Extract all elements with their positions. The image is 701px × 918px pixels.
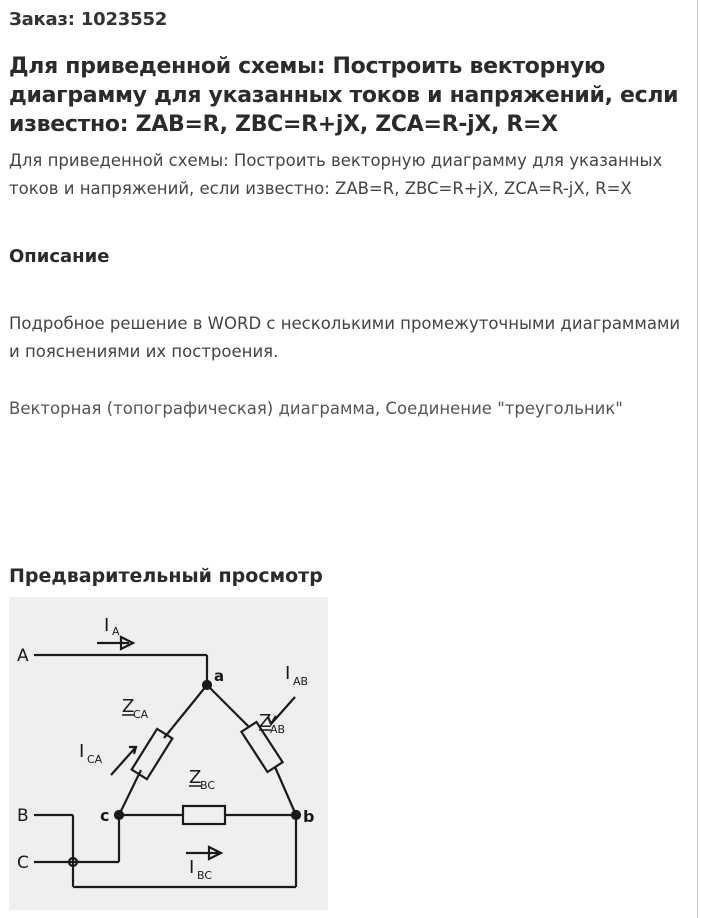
label-ica: I xyxy=(79,741,85,762)
label-node-b: b xyxy=(303,807,315,826)
label-zca-sub: CA xyxy=(133,708,149,721)
label-ibc: I xyxy=(189,857,195,878)
label-zbc-sub: BC xyxy=(200,779,216,792)
label-ia: I xyxy=(104,615,110,636)
label-iab-sub: AB xyxy=(293,675,309,688)
label-C: C xyxy=(17,853,29,873)
preview-heading: Предварительный просмотр xyxy=(9,565,323,587)
delta-circuit-diagram xyxy=(9,597,328,910)
description-heading: Описание xyxy=(9,246,110,267)
label-node-c: c xyxy=(100,806,110,825)
preview-image xyxy=(9,597,328,910)
label-ia-sub: A xyxy=(112,625,120,638)
page-title: Для приведенной схемы: Построить векторную диаграмму для указанных токов и напряжений, если известно: ZAB=R, ZBC=R+jX, ZCA=R-jX, R=X xyxy=(9,54,679,137)
wire-ca-top xyxy=(164,685,207,738)
description-paragraph-1: Подробное решение в WORD с несколькими промежуточными диаграммами и пояснениями их построения. xyxy=(9,314,681,361)
resistor-zbc xyxy=(183,806,225,824)
label-node-a: a xyxy=(214,667,225,685)
arrow-ia xyxy=(97,637,133,649)
page-right-border xyxy=(697,0,698,918)
label-zab-sub: AB xyxy=(270,723,286,736)
label-ica-sub: CA xyxy=(87,753,103,766)
label-ibc-sub: BC xyxy=(197,869,213,882)
order-number: Заказ: 1023552 xyxy=(9,9,168,30)
description-paragraph-2: Векторная (топографическая) диаграмма, Соединение "треугольник" xyxy=(9,399,623,418)
label-A: A xyxy=(17,646,29,666)
wire-ab-bottom xyxy=(275,767,296,815)
task-statement: Для приведенной схемы: Построить векторную диаграмму для указанных токов и напряжений, если известно: ZAB=R, ZBC=R+jX, ZCA=R-jX, R=X xyxy=(9,151,663,198)
label-zca: Z xyxy=(122,696,135,717)
wire-ab-top xyxy=(207,685,249,727)
wire-ca-bottom xyxy=(119,770,141,815)
label-B: B xyxy=(17,806,29,826)
label-zbc: Z xyxy=(189,767,202,788)
label-zab: Z xyxy=(259,711,272,732)
label-iab: I xyxy=(285,663,291,684)
